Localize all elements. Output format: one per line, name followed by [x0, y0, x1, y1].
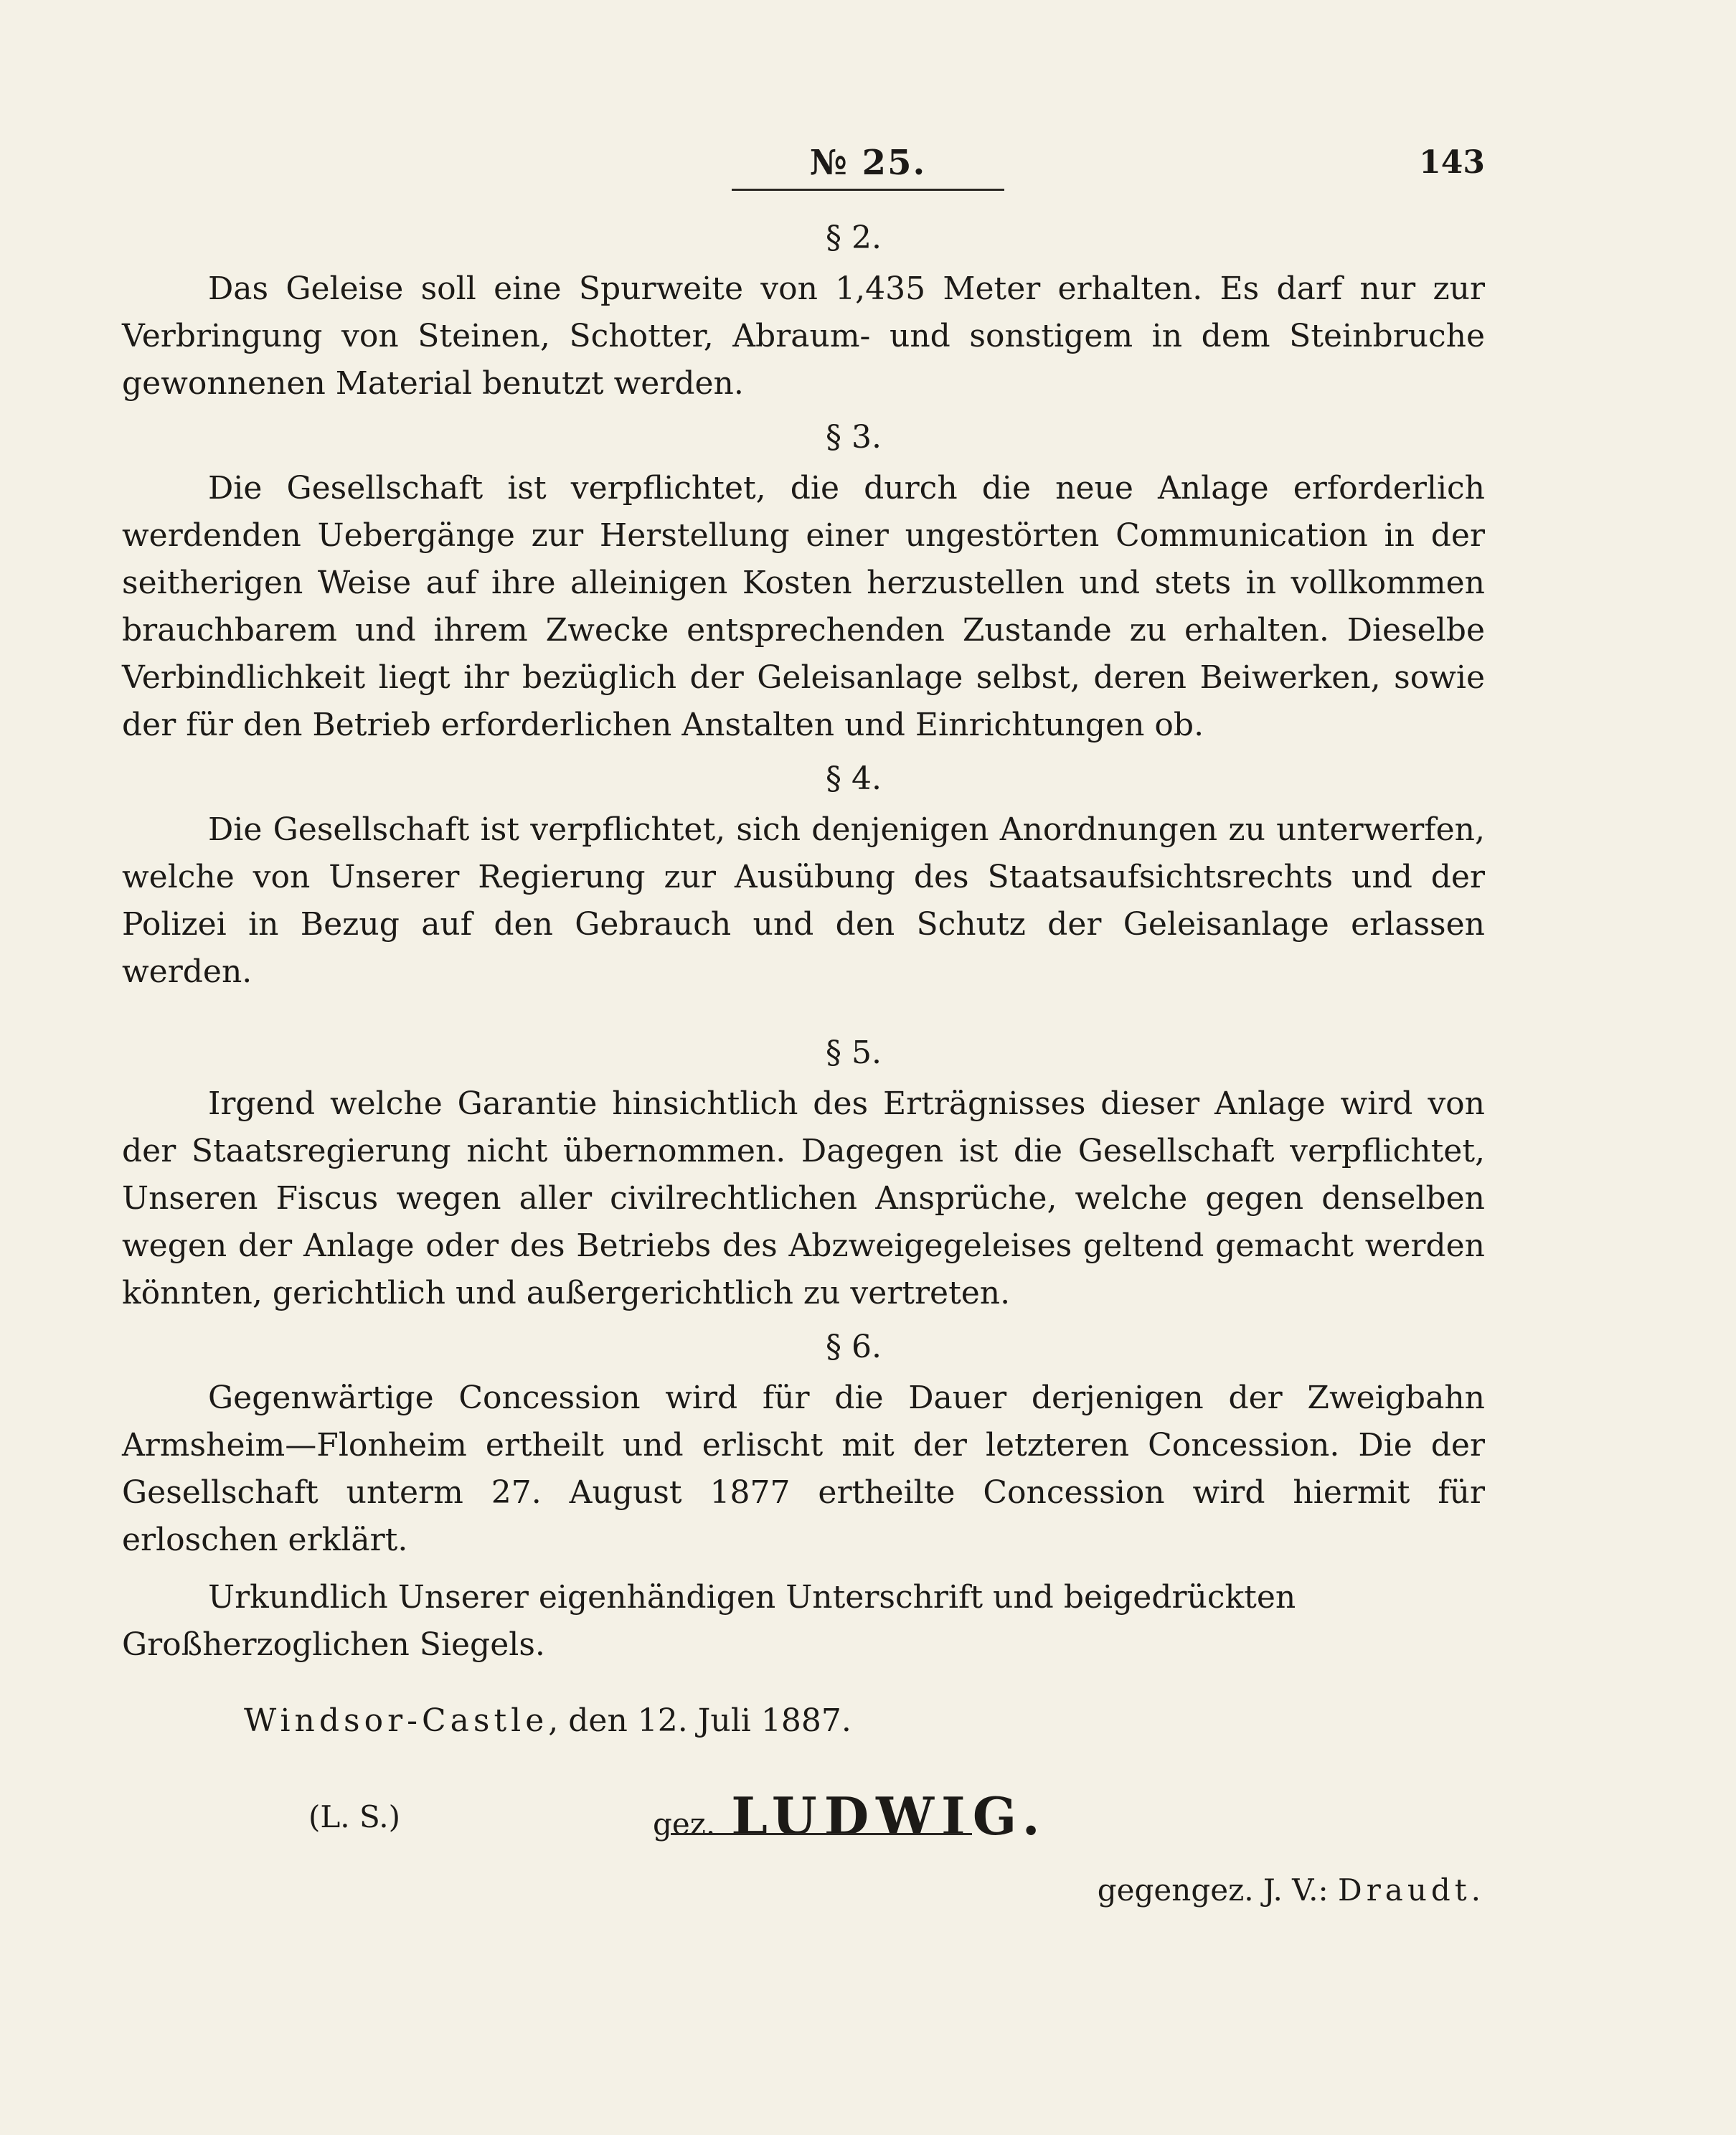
- issue-underline: [732, 189, 1004, 191]
- section-paragraph-2: Das Geleise soll eine Spurweite von 1,435 Meter erhalten. Es darf nur zur Verbringung von Steinen, Schotter, Abraum- und sonstigem in dem Steinbruche gewonnenen Material benutzt werden.: [122, 270, 1485, 402]
- signatory-name: LUDWIG.: [731, 1786, 1047, 1847]
- section-paragraph-5: Irgend welche Garantie hinsichtlich des Erträgnisses dieser Anlage wird von der Staatsregierung nicht übernommen. Dagegen ist die Gesellschaft verpflichtet, Unseren Fiscus wegen aller civilrechtlichen Ansprüche, welche gegen denselben wegen der Anlage oder des Betriebs des Abzweigegeleises geltend gemacht werden könnten, gerichtlich und außergerichtlich zu vertreten.: [122, 1085, 1485, 1311]
- place-name: Windsor-Castle: [244, 1702, 549, 1739]
- page-header: [122, 140, 1485, 197]
- document-body: [122, 215, 1485, 1914]
- countersign-prefix: gegengez. J. V.:: [1097, 1872, 1329, 1908]
- section-heading-4: § 4.: [826, 760, 882, 797]
- section-heading-3: § 3.: [826, 419, 882, 456]
- countersignature: [122, 1867, 1485, 1914]
- seal-mark: (L. S.): [308, 1799, 400, 1834]
- signed-prefix: gez.: [653, 1806, 716, 1842]
- section-paragraph-6: Gegenwärtige Concession wird für die Dauer derjenigen der Zweigbahn Armsheim—Flonheim ertheilt und erlischt mit der letzteren Concession. Die der Gesellschaft unterm 27. August 1877 ertheilte Concession wird hiermit für erloschen erklärt.: [122, 1380, 1485, 1558]
- page-number: 143: [1419, 144, 1485, 181]
- section-paragraph-3: Die Gesellschaft ist verpflichtet, die durch die neue Anlage erforderlich werdenden Uebergänge zur Herstellung einer ungestörten Communication in der seitherigen Weise auf ihre alleinigen Kosten herzustellen und stets in vollkommen brauchbarem und ihrem Zwecke entsprechenden Zustande zu erhalten. Dieselbe Verbindlichkeit liegt ihr bezüglich der Geleisanlage selbst, deren Beiwerken, sowie der für den Betrieb erforderlichen Anstalten und Einrichtungen ob.: [122, 470, 1485, 743]
- section-heading-6: § 6.: [826, 1329, 882, 1365]
- issue-number: № 25.: [809, 143, 927, 183]
- section-heading-2: § 2.: [826, 220, 882, 256]
- end-rule: [671, 1833, 972, 1835]
- closing-formula: Urkundlich Unserer eigenhändigen Unterschrift und beigedrückten Großherzoglichen Siegels.: [122, 1579, 1296, 1663]
- signature-block: [653, 1781, 1047, 1860]
- signature-row: [122, 1781, 1485, 1860]
- section-paragraph-4: Die Gesellschaft ist verpflichtet, sich denjenigen Anordnungen zu unterwerfen, welche von Unserer Regierung zur Ausübung des Staatsaufsichtsrechts und der Polizei in Bezug auf den Gebrauch und den Schutz der Geleisanlage erlassen werden.: [122, 811, 1485, 990]
- section-heading-5: § 5.: [826, 1034, 882, 1071]
- date-text: , den 12. Juli 1887.: [548, 1702, 852, 1739]
- place-and-date: [122, 1697, 1485, 1745]
- countersign-name: Draudt.: [1338, 1872, 1485, 1908]
